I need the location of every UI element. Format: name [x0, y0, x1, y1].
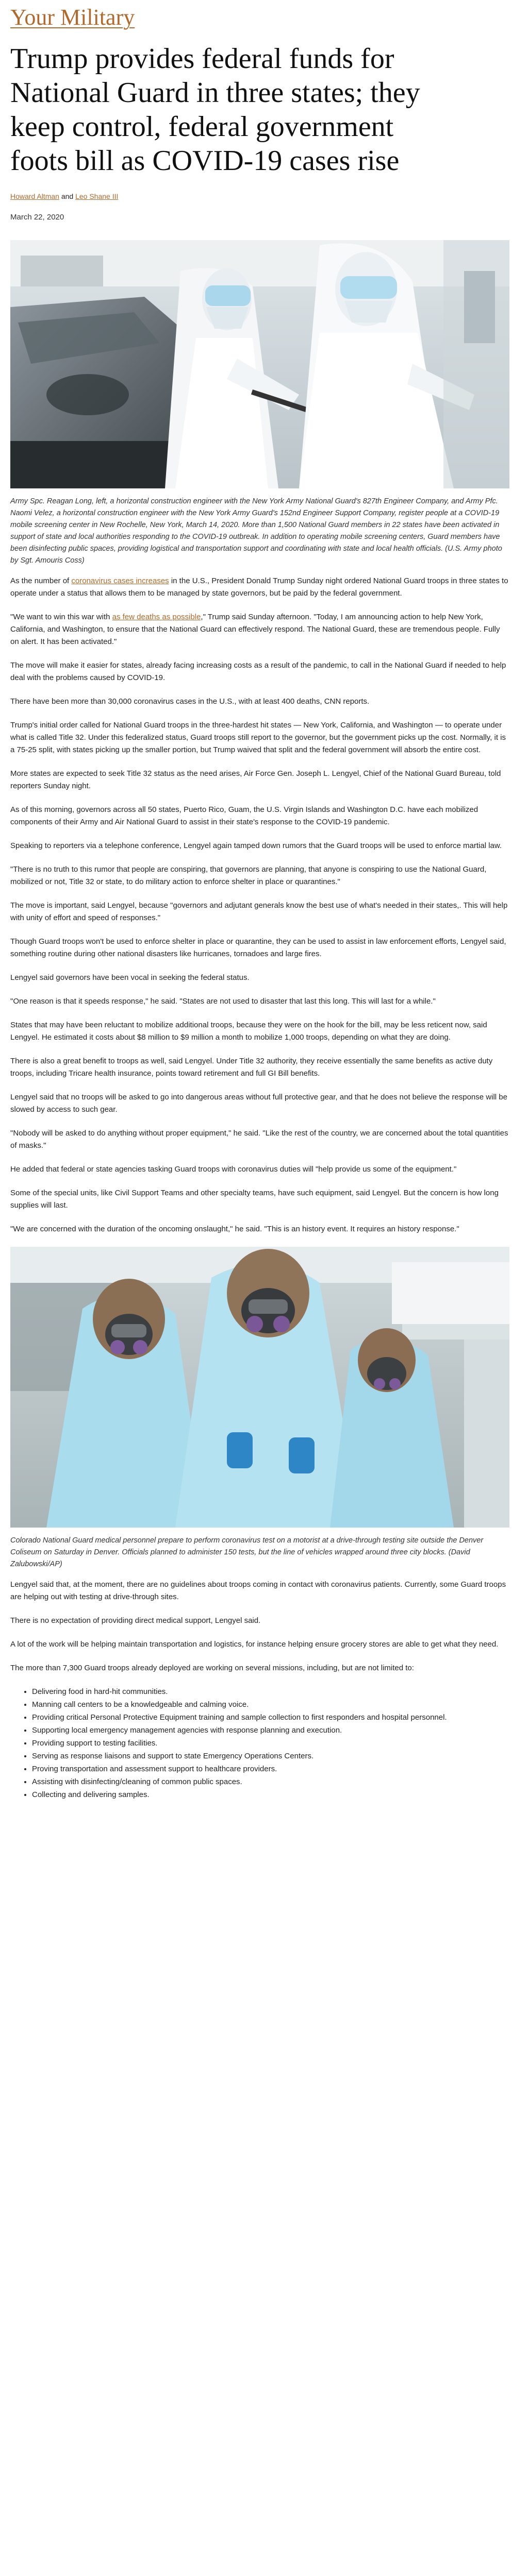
article-paragraph: There is also a great benefit to troops as well, said Lengyel. Under Title 32 authority, they receive essentially the same benefits as active duty troops, including Tricare health insurance, points toward retirement and full GI Bill benefits. — [10, 1057, 493, 1078]
article-paragraph: There have been more than 30,000 coronavirus cases in the U.S., with at least 400 deaths, CNN reports. — [10, 697, 370, 706]
article-paragraph: Trump's initial order called for National Guard troops in the three-hardest hit states — New York, California, and Washington — to operate under what is called Title 32. Under this federalized status, Guard troops still report to the governor, but the government picks up the cost. Normally, it is a 75-25 split, with states picking up the smaller portion, but Trump waived that split and the federal government will absorb the entire cost. — [10, 721, 506, 754]
author-link-2[interactable]: Leo Shane III — [75, 192, 119, 200]
list-item: • Collecting and delivering samples. — [32, 1789, 509, 1801]
list-item: • Serving as response liaisons and support to state Emergency Operations Centers. — [32, 1750, 509, 1762]
article-paragraph: "We want to win this war with as few deaths as possible," Trump said Sunday afternoon. "Today, I am announcing action to help New York, California, and Washington, to ensure that the National Guard can effectively respond. The National Guard, these are tremendous people. Fully on alert. It has been activated." — [10, 613, 500, 646]
article-paragraph: "We are concerned with the duration of the oncoming onslaught," he said. "This is an history event. It requires an history response." — [10, 1225, 459, 1233]
article-paragraph: Some of the special units, like Civil Support Teams and other specialty teams, have such equipment, said Lengyel. But the concern is how long supplies will last. — [10, 1189, 499, 1210]
list-item: • Providing support to testing facilities. — [32, 1737, 509, 1750]
page-title: Trump provides federal funds for National Guard in three states; they keep control, federal government foots bill as COVID-19 cases rise — [10, 43, 420, 177]
photo-caption: Army Spc. Reagan Long, left, a horizontal construction engineer with the New York Army National Guard's 827th Engineer Company, and Army Pfc. Naomi Velez, a horizontal construction engineer with the New York Army Guard's 152nd Engineer Support Company, register people at a COVID-19 mobile screening center in New Rochelle, New York, March 14, 2020. More than 1,500 National Guard members in 22 states have been activated in support of state and local authorities responding to the COVID-19 outbreak. In addition to operating mobile screening centers, Guard members have been disinfecting public spaces, providing logistical and transportation support and coordinating with state and local health officials. (U.S. Army photo by Sgt. Amouris Coss) — [10, 497, 502, 565]
article-paragraph: States that may have been reluctant to mobilize additional troops, because they were on the hook for the bill, may be less reticent now, said Lengyel. He estimated it costs about $8 million to $9 million a month to mobilize 1,000 troops, depending on what they are doing. — [10, 1021, 487, 1042]
list-item: • Assisting with disinfecting/cleaning of common public spaces. — [32, 1776, 509, 1788]
article-paragraph: As the number of coronavirus cases increases in the U.S., President Donald Trump Sunday night ordered National Guard troops in three states to operate under a status that allows them to be managed by state governors, but be paid by the federal government. — [10, 577, 508, 598]
article-paragraph: A lot of the work will be helping maintain transportation and logistics, for instance helping ensure grocery stores are able to get what they need. — [10, 1640, 499, 1649]
byline-joiner: and — [59, 192, 76, 200]
article-paragraph: "Nobody will be asked to do anything without proper equipment," he said. "Like the rest of the country, we are concerned about the total quantities of masks." — [10, 1129, 508, 1150]
photo-testing-site — [10, 1247, 509, 1528]
missions-list — [10, 1686, 509, 1801]
article-paragraph: "There is no truth to this rumor that people are conspiring, that governors are planning, that anyone is conspiring to use the National Guard, mobilized or not, Title 32 or state, to do military action to enforce shelter in place or quarantines." — [10, 865, 487, 886]
list-item: • Supporting local emergency management agencies with response planning and execution. — [32, 1724, 509, 1737]
photo-caption: Colorado National Guard medical personnel prepare to perform coronavirus test on a motorist at a drive-through testing site outside the Denver Coliseum on Saturday in Denver. Officials planned to administer 150 tests, but the line of vehicles wrapped around three city blocks. (David Zalubowski/AP) — [10, 1536, 484, 1568]
article-paragraph: Though Guard troops won't be used to enforce shelter in place or quarantine, they can be used to assist in law enforcement efforts, Lengyel said, something routine during other national disasters like hurricanes, tornadoes and large fires. — [10, 937, 506, 958]
section-link[interactable]: Your Military — [10, 5, 135, 30]
inline-link-coronavirus-cases[interactable]: coronavirus cases increases — [71, 577, 169, 585]
article-paragraph: Lengyel said that, at the moment, there are no guidelines about troops coming in contact with coronavirus patients. Currently, some Guard troops are helping out with testing at drive-through sites. — [10, 1580, 506, 1601]
list-item: • Manning call centers to be a knowledgeable and calming voice. — [32, 1699, 509, 1711]
article-paragraph: There is no expectation of providing direct medical support, Lengyel said. — [10, 1616, 261, 1625]
article-paragraph: "One reason is that it speeds response," he said. "States are not used to disaster that last this long. This will last for a while." — [10, 997, 436, 1006]
inline-link-few-deaths[interactable]: as few deaths as possible — [112, 613, 201, 621]
list-item: • Proving transportation and assessment support to healthcare providers. — [32, 1763, 509, 1775]
list-item: • Providing critical Personal Protective Equipment training and sample collection to first responders and hospital personnel. — [32, 1711, 509, 1724]
article-paragraph: More states are expected to seek Title 32 status as the need arises, Air Force Gen. Joseph L. Lengyel, Chief of the National Guard Bureau, told reporters Sunday night. — [10, 769, 501, 790]
article-paragraph: He added that federal or state agencies tasking Guard troops with coronavirus duties will "help provide us some of the equipment." — [10, 1165, 457, 1174]
publish-date: March 22, 2020 — [10, 213, 64, 222]
article-paragraph: Speaking to reporters via a telephone conference, Lengyel again tamped down rumors that the Guard troops will be used to enforce martial law. — [10, 841, 502, 850]
author-link-1[interactable]: Howard Altman — [10, 192, 59, 200]
photo-screening-center — [10, 240, 509, 488]
article-paragraph: The more than 7,300 Guard troops already deployed are working on several missions, including, but are not limited to: — [10, 1664, 414, 1672]
article-paragraph: The move is important, said Lengyel, because "governors and adjutant generals know the best use of what's needed in their states,. This will help with unity of effort and speed of responses." — [10, 901, 508, 922]
article-paragraph: Lengyel said governors have been vocal in seeking the federal status. — [10, 973, 250, 982]
byline — [10, 192, 509, 200]
article-paragraph: The move will make it easier for states, already facing increasing costs as a result of the pandemic, to call in the National Guard if needed to help deal with the problems caused by COVID-19. — [10, 661, 506, 682]
list-item: • Delivering food in hard-hit communities. — [32, 1686, 509, 1698]
article-paragraph: Lengyel said that no troops will be asked to go into dangerous areas without full protective gear, and that he does not believe the response will be slowed by access to such gear. — [10, 1093, 507, 1114]
article-paragraph: As of this morning, governors across all 50 states, Puerto Rico, Guam, the U.S. Virgin Islands and Washington D.C. have each mobilized components of their Army and Air National Guard to assist in their state's response to the COVID-19 pandemic. — [10, 805, 478, 826]
